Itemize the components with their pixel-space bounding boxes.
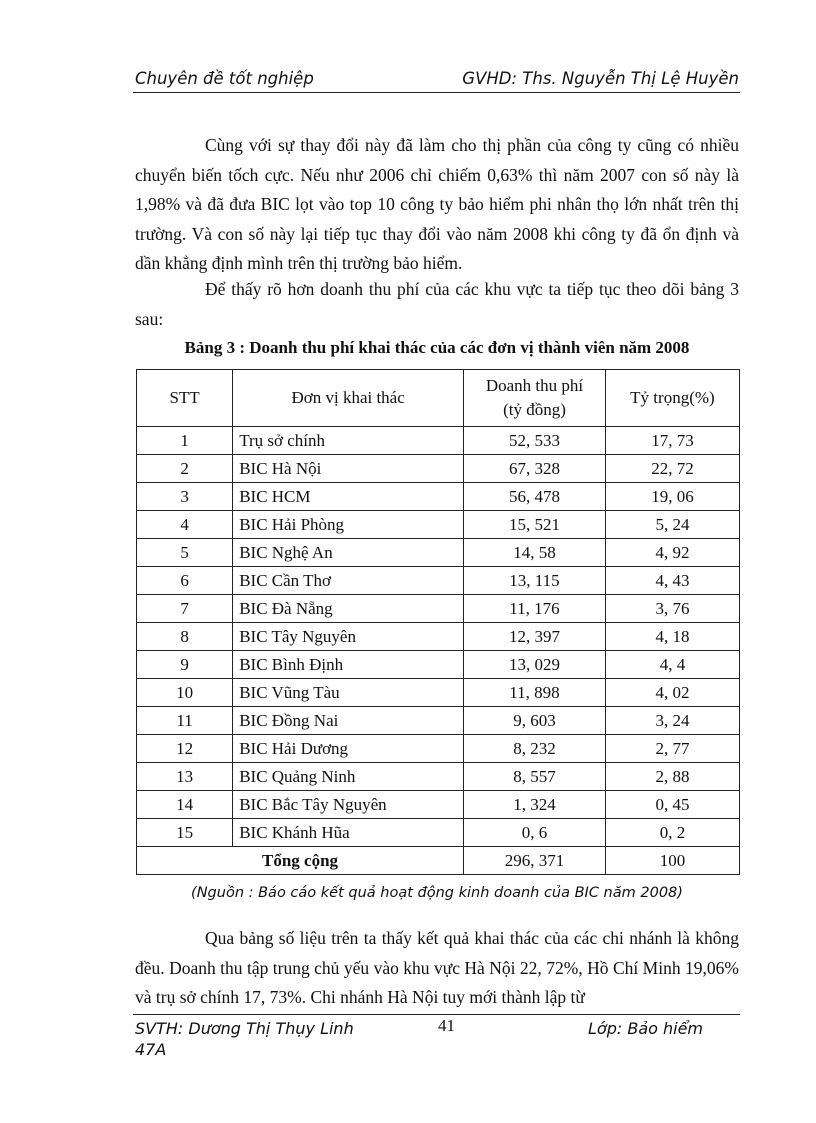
table-row <box>137 791 740 819</box>
header-stt: STT <box>137 370 233 427</box>
table-total-row <box>137 847 740 875</box>
cell-revenue: 0, 6 <box>464 819 606 847</box>
cell-stt: 11 <box>137 707 233 735</box>
footer-class: Lớp: Bảo hiểm <box>588 1019 704 1038</box>
paragraph-intro: Cùng với sự thay đổi này đã làm cho thị phần của công ty cũng có nhiều chuyển biến tốch cực. Nếu như 2006 chỉ chiếm 0,63% thì năm 2007 con số này là 1,98% và đã đưa BIC lọt vào top 10 công ty bảo hiểm phi nhân thọ lớn nhất trên thị trường. Và con số này lại tiếp tục thay đổi vào năm 2008 khi công ty đã ổn định và dần khẳng định mình trên thị trường bảo hiểm. <box>135 135 739 273</box>
table-row <box>137 819 740 847</box>
cell-revenue: 15, 521 <box>464 511 606 539</box>
cell-share: 5, 24 <box>605 511 739 539</box>
cell-share: 2, 77 <box>605 735 739 763</box>
cell-stt: 6 <box>137 567 233 595</box>
cell-stt: 9 <box>137 651 233 679</box>
cell-revenue: 11, 898 <box>464 679 606 707</box>
cell-unit: BIC Cần Thơ <box>233 567 464 595</box>
table-source: (Nguồn : Báo cáo kết quả hoạt động kinh doanh của BIC năm 2008) <box>191 885 683 901</box>
cell-share: 4, 4 <box>605 651 739 679</box>
cell-stt: 13 <box>137 763 233 791</box>
cell-share: 22, 72 <box>605 455 739 483</box>
table-row <box>137 707 740 735</box>
cell-unit: BIC Đồng Nai <box>233 707 464 735</box>
header-unit: Đơn vị khai thác <box>233 370 464 427</box>
header-revenue-line1: Doanh thu phí <box>485 376 584 395</box>
cell-share: 19, 06 <box>605 483 739 511</box>
table-body <box>137 427 740 847</box>
header-share: Tỷ trọng(%) <box>605 370 739 427</box>
paragraph-table-lead: Để thấy rõ hơn doanh thu phí của các khu vực ta tiếp tục theo dõi bảng 3 sau: <box>135 279 739 329</box>
table-row <box>137 623 740 651</box>
cell-revenue: 13, 029 <box>464 651 606 679</box>
cell-revenue: 14, 58 <box>464 539 606 567</box>
cell-share: 3, 76 <box>605 595 739 623</box>
table-row <box>137 651 740 679</box>
cell-unit: BIC Nghệ An <box>233 539 464 567</box>
total-label: Tổng cộng <box>137 847 464 875</box>
cell-revenue: 1, 324 <box>464 791 606 819</box>
table-row <box>137 427 740 455</box>
footer-divider <box>133 1014 740 1015</box>
cell-unit: BIC Hải Dương <box>233 735 464 763</box>
cell-unit: BIC Vũng Tàu <box>233 679 464 707</box>
cell-stt: 2 <box>137 455 233 483</box>
total-share: 100 <box>605 847 739 875</box>
cell-stt: 5 <box>137 539 233 567</box>
table-row <box>137 735 740 763</box>
cell-unit: BIC Khánh Hũa <box>233 819 464 847</box>
header-left: Chuyên đề tốt nghiệp <box>135 69 314 88</box>
cell-unit: BIC Quảng Ninh <box>233 763 464 791</box>
header-divider <box>133 92 740 93</box>
table-header-row <box>137 370 740 427</box>
cell-stt: 8 <box>137 623 233 651</box>
cell-stt: 3 <box>137 483 233 511</box>
table-row <box>137 483 740 511</box>
page-number: 41 <box>438 1016 455 1035</box>
cell-revenue: 67, 328 <box>464 455 606 483</box>
paragraph-analysis: Qua bảng số liệu trên ta thấy kết quả khai thác của các chi nhánh là không đều. Doanh thu tập trung chủ yếu vào khu vực Hà Nội 22, 72%, Hồ Chí Minh 19,06% và trụ sở chính 17, 73%. Chi nhánh Hà Nội tuy mới thành lập từ <box>135 928 739 1007</box>
cell-share: 0, 2 <box>605 819 739 847</box>
table-row <box>137 595 740 623</box>
cell-stt: 14 <box>137 791 233 819</box>
cell-unit: BIC Hải Phòng <box>233 511 464 539</box>
cell-stt: 15 <box>137 819 233 847</box>
cell-revenue: 8, 232 <box>464 735 606 763</box>
cell-stt: 12 <box>137 735 233 763</box>
cell-stt: 1 <box>137 427 233 455</box>
cell-stt: 10 <box>137 679 233 707</box>
cell-share: 4, 18 <box>605 623 739 651</box>
footer-class-cont: 47A <box>135 1040 167 1059</box>
cell-unit: BIC HCM <box>233 483 464 511</box>
cell-share: 4, 43 <box>605 567 739 595</box>
table-row <box>137 679 740 707</box>
cell-share: 4, 02 <box>605 679 739 707</box>
table-row <box>137 455 740 483</box>
footer-author: SVTH: Dương Thị Thụy Linh <box>135 1019 354 1038</box>
cell-share: 17, 73 <box>605 427 739 455</box>
table-row <box>137 763 740 791</box>
cell-unit: BIC Hà Nội <box>233 455 464 483</box>
table-row <box>137 567 740 595</box>
cell-revenue: 8, 557 <box>464 763 606 791</box>
cell-revenue: 9, 603 <box>464 707 606 735</box>
cell-share: 0, 45 <box>605 791 739 819</box>
cell-share: 4, 92 <box>605 539 739 567</box>
table-caption: Bảng 3 : Doanh thu phí khai thác của các đơn vị thành viên năm 2008 <box>184 338 690 357</box>
total-revenue: 296, 371 <box>464 847 606 875</box>
cell-unit: BIC Bắc Tây Nguyên <box>233 791 464 819</box>
header-right: GVHD: Ths. Nguyễn Thị Lệ Huyền <box>462 69 739 88</box>
cell-unit: BIC Đà Nẵng <box>233 595 464 623</box>
cell-revenue: 52, 533 <box>464 427 606 455</box>
table-row <box>137 511 740 539</box>
cell-share: 3, 24 <box>605 707 739 735</box>
header-revenue <box>464 370 606 427</box>
cell-share: 2, 88 <box>605 763 739 791</box>
cell-stt: 4 <box>137 511 233 539</box>
cell-revenue: 13, 115 <box>464 567 606 595</box>
cell-unit: BIC Bình Định <box>233 651 464 679</box>
cell-revenue: 56, 478 <box>464 483 606 511</box>
table-row <box>137 539 740 567</box>
cell-revenue: 12, 397 <box>464 623 606 651</box>
revenue-table <box>136 369 740 875</box>
header-revenue-line2: (tỷ đồng) <box>503 400 566 419</box>
cell-stt: 7 <box>137 595 233 623</box>
cell-unit: BIC Tây Nguyên <box>233 623 464 651</box>
cell-unit: Trụ sở chính <box>233 427 464 455</box>
cell-revenue: 11, 176 <box>464 595 606 623</box>
